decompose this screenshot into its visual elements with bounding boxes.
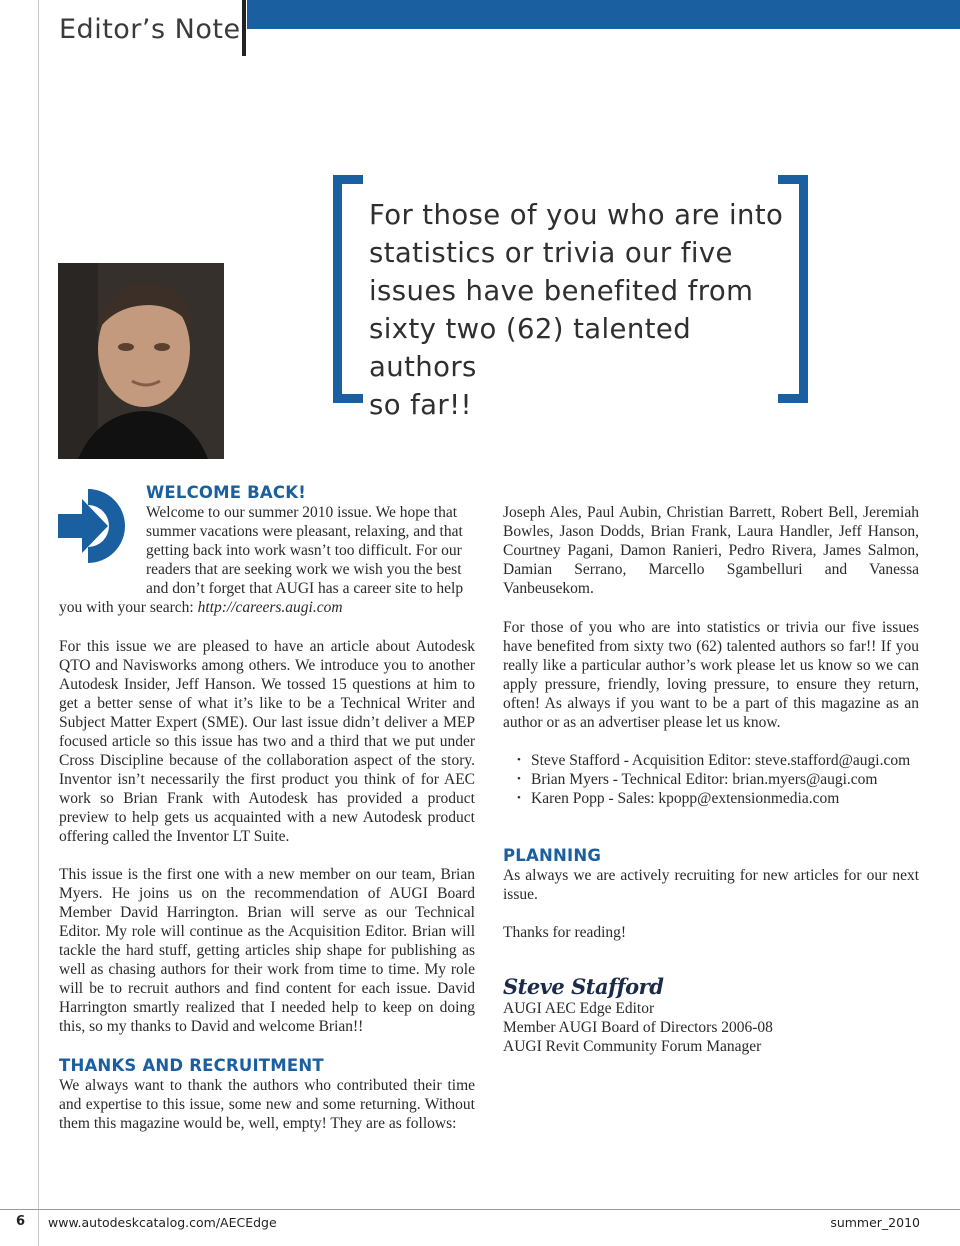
contact-item: • Karen Popp - Sales: kpopp@extensionmedia.com xyxy=(503,789,923,808)
stats-paragraph: For those of you who are into statistics or trivia our five issues have benefited from sixty two (62) talented authors so far!! If you really like a particular author’s work please let us know so we can apply pressure, friendly, loving pressure, to ensure they return, often! As always if you want to be a part of this magazine as an author or as an advertiser please let us know. xyxy=(503,619,919,731)
welcome-line: and don’t forget that AUGI has a career site to help xyxy=(146,580,464,597)
quote-bracket-left xyxy=(333,175,363,403)
thanks-heading: THANKS AND RECRUITMENT xyxy=(59,1056,324,1075)
welcome-heading: WELCOME BACK! xyxy=(146,483,306,502)
author-photo xyxy=(58,263,224,459)
welcome-paragraph xyxy=(59,503,475,617)
footer-rule xyxy=(0,1209,960,1210)
contact-item: • Brian Myers - Technical Editor: brian.myers@augi.com xyxy=(503,770,923,789)
signature-title: Member AUGI Board of Directors 2006-08 xyxy=(503,1019,773,1036)
contact-item: • Steve Stafford - Acquisition Editor: steve.stafford@augi.com xyxy=(503,751,923,770)
pull-quote-line: issues have benefited from xyxy=(369,275,754,307)
authors-paragraph: Joseph Ales, Paul Aubin, Christian Barrett, Robert Bell, Jeremiah Bowles, Jason Dodds, Brian Frank, Laura Handler, Jeff Hanson, Courtney Pagani, Damon Ranieri, Pedro Rivera, James Salmon, Damian Serrano, Marcello Sgambelluri and Vanessa Vanbeusekom. xyxy=(503,504,919,597)
pull-quote-line: statistics or trivia our five xyxy=(369,237,733,269)
welcome-last-text: you with your search: xyxy=(59,599,198,616)
welcome-line: summer vacations were pleasant, relaxing, and that xyxy=(146,523,463,540)
welcome-line: getting back into work wasn’t too difficult. For our xyxy=(146,542,462,559)
signature-titles xyxy=(503,999,919,1056)
pull-quote xyxy=(369,196,799,424)
signature-title: AUGI AEC Edge Editor xyxy=(503,1000,655,1017)
thanks-paragraph: We always want to thank the authors who contributed their time and expertise to this issue, some new and some returning. Without them this magazine would be, well, empty! They are as follows: xyxy=(59,1077,475,1132)
signature-title: AUGI Revit Community Forum Manager xyxy=(503,1038,762,1055)
footer-url[interactable]: www.autodeskcatalog.com/AECEdge xyxy=(48,1215,277,1230)
welcome-line: readers that are seeking work we wish you the best xyxy=(146,561,462,578)
issue-label: summer_2010 xyxy=(830,1215,920,1230)
header-accent-bar xyxy=(247,0,960,29)
pull-quote-line: so far!! xyxy=(369,389,472,421)
planning-paragraph: As always we are actively recruiting for new articles for our next issue. xyxy=(503,867,919,903)
careers-link[interactable]: http://careers.augi.com xyxy=(197,599,343,616)
welcome-line: Welcome to our summer 2010 issue. We hope that xyxy=(146,504,458,521)
page-left-rule xyxy=(38,0,39,1246)
page-number: 6 xyxy=(16,1214,26,1229)
team-paragraph: This issue is the first one with a new member on our team, Brian Myers. He joins us on the recommendation of AUGI Board Member David Harrington. Brian will serve as our Technical Editor. My role will continue as the Acquisition Editor. Brian will tackle the hard stuff, getting articles ship shape for publishing as well as chasing authors for their work from time to time. My role will be to recruit authors and find content for each issue. David Harrington smartly realized that I needed help to keep on doing this, so my thanks to David and welcome Brian!! xyxy=(59,866,475,1035)
header-divider xyxy=(242,0,246,56)
issue-paragraph: For this issue we are pleased to have an article about Autodesk QTO and Navisworks among others. We introduce you to another Autodesk Insider, Jeff Hanson. We tossed 15 questions at him to get a better sense of what it’s like to be a Technical Writer and Subject Matter Expert (SME). Our last issue didn’t deliver a MEP focused article so this issue has two and a third that we put under Cross Discipline because of the collaboration aspect of the story. Inventor isn’t necessarily the first product you think of for AEC work so Brian Frank with Autodesk has provided a product preview to help gets us acquainted with a new Autodesk product offering called the Inventor LT Suite. xyxy=(59,638,475,845)
closing-text: Thanks for reading! xyxy=(503,924,627,941)
pull-quote-line: For those of you who are into xyxy=(369,199,784,231)
planning-heading: PLANNING xyxy=(503,846,602,865)
signature: Steve Stafford xyxy=(503,974,664,999)
section-title: Editor’s Note xyxy=(59,14,241,45)
contact-list xyxy=(503,751,923,808)
welcome-last-line xyxy=(59,598,475,617)
pull-quote-line: sixty two (62) talented authors xyxy=(369,313,692,383)
